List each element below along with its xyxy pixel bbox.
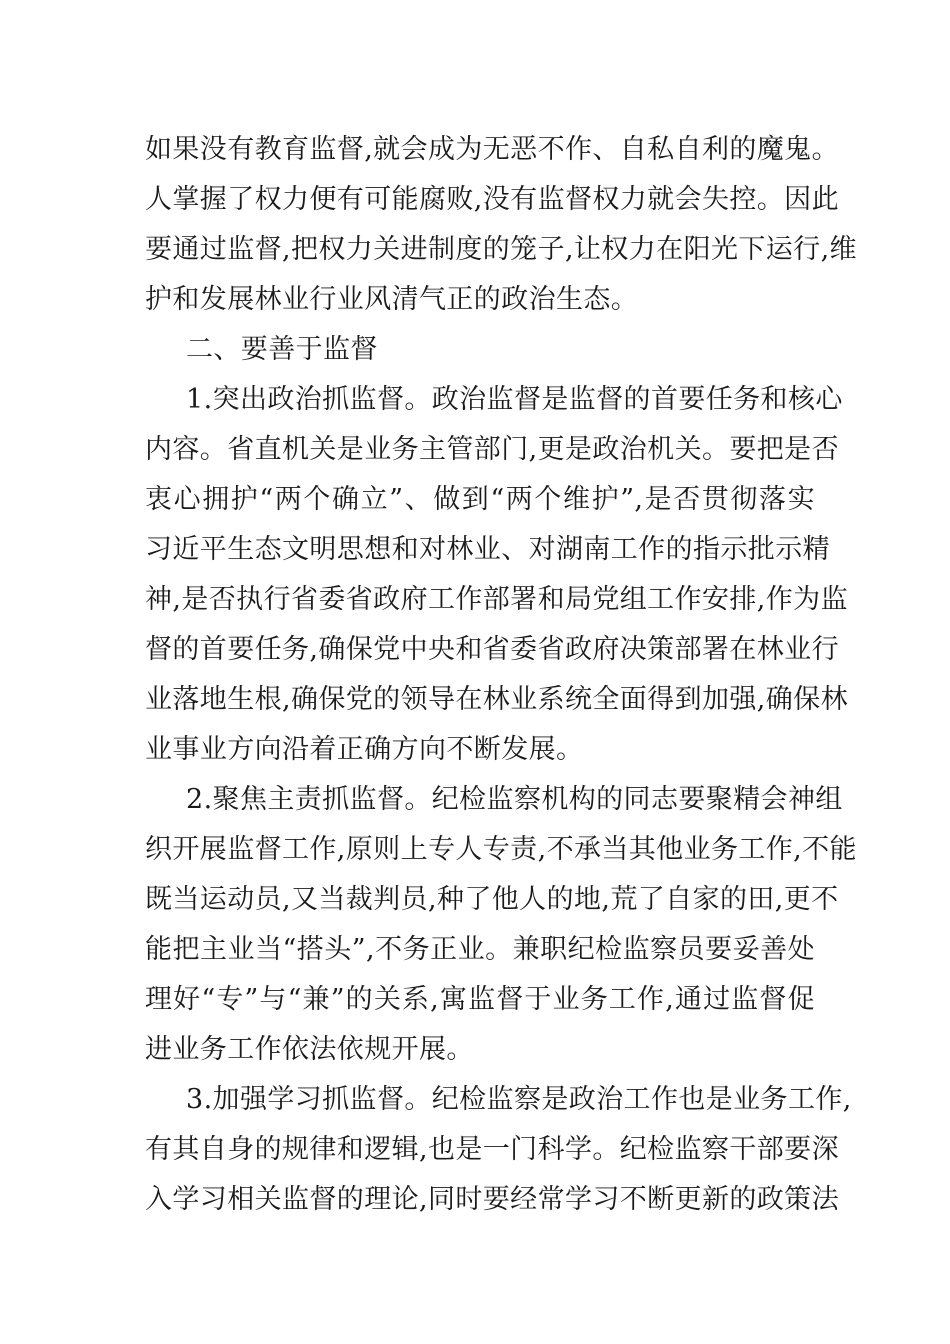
paragraph-line: 督的首要任务,确保党中央和省委省政府决策部署在林业行 (145, 634, 839, 665)
paragraph-line: 2.聚焦主责抓监督。纪检监察机构的同志要聚精会神组 (186, 784, 843, 815)
paragraph-line: 人掌握了权力便有可能腐败,没有监督权力就会失控。因此 (145, 184, 839, 215)
paragraph-line: 理好“专”与“兼”的关系,寓监督于业务工作,通过监督促 (145, 984, 815, 1015)
paragraph-line: 入学习相关监督的理论,同时要经常学习不断更新的政策法 (145, 1184, 839, 1215)
paragraph-line: 进业务工作依法依规开展。 (145, 1034, 474, 1065)
paragraph-line: 有其自身的规律和逻辑,也是一门科学。纪检监察干部要深 (145, 1134, 839, 1165)
paragraph-line: 业事业方向沿着正确方向不断发展。 (145, 734, 584, 765)
paragraph-line: 既当运动员,又当裁判员,种了他人的地,荒了自家的田,更不 (145, 884, 839, 915)
paragraph-line: 1.突出政治抓监督。政治监督是监督的首要任务和核心 (186, 384, 843, 415)
paragraph-line: 神,是否执行省委省政府工作部署和局党组工作安排,作为监 (145, 584, 848, 615)
paragraph-line: 业落地生根,确保党的领导在林业系统全面得到加强,确保林 (145, 684, 848, 715)
paragraph-line: 如果没有教育监督,就会成为无恶不作、自私自利的魔鬼。 (145, 134, 839, 165)
paragraph-line: 护和发展林业行业风清气正的政治生态。 (145, 284, 639, 315)
paragraph-line: 3.加强学习抓监督。纪检监察是政治工作也是业务工作, (186, 1084, 852, 1115)
paragraph-line: 衷心拥护“两个确立”、做到“两个维护”,是否贯彻落实 (145, 484, 815, 515)
section-heading: 二、要善于监督 (186, 334, 378, 365)
paragraph-line: 织开展监督工作,原则上专人专责,不承当其他业务工作,不能 (145, 834, 857, 865)
paragraph-line: 能把主业当“搭头”,不务正业。兼职纪检监察员要妥善处 (145, 934, 815, 965)
paragraph-line: 习近平生态文明思想和对林业、对湖南工作的指示批示精 (145, 534, 830, 565)
paragraph-line: 要通过监督,把权力关进制度的笼子,让权力在阳光下运行,维 (145, 234, 857, 265)
paragraph-line: 内容。省直机关是业务主管部门,更是政治机关。要把是否 (145, 434, 839, 465)
